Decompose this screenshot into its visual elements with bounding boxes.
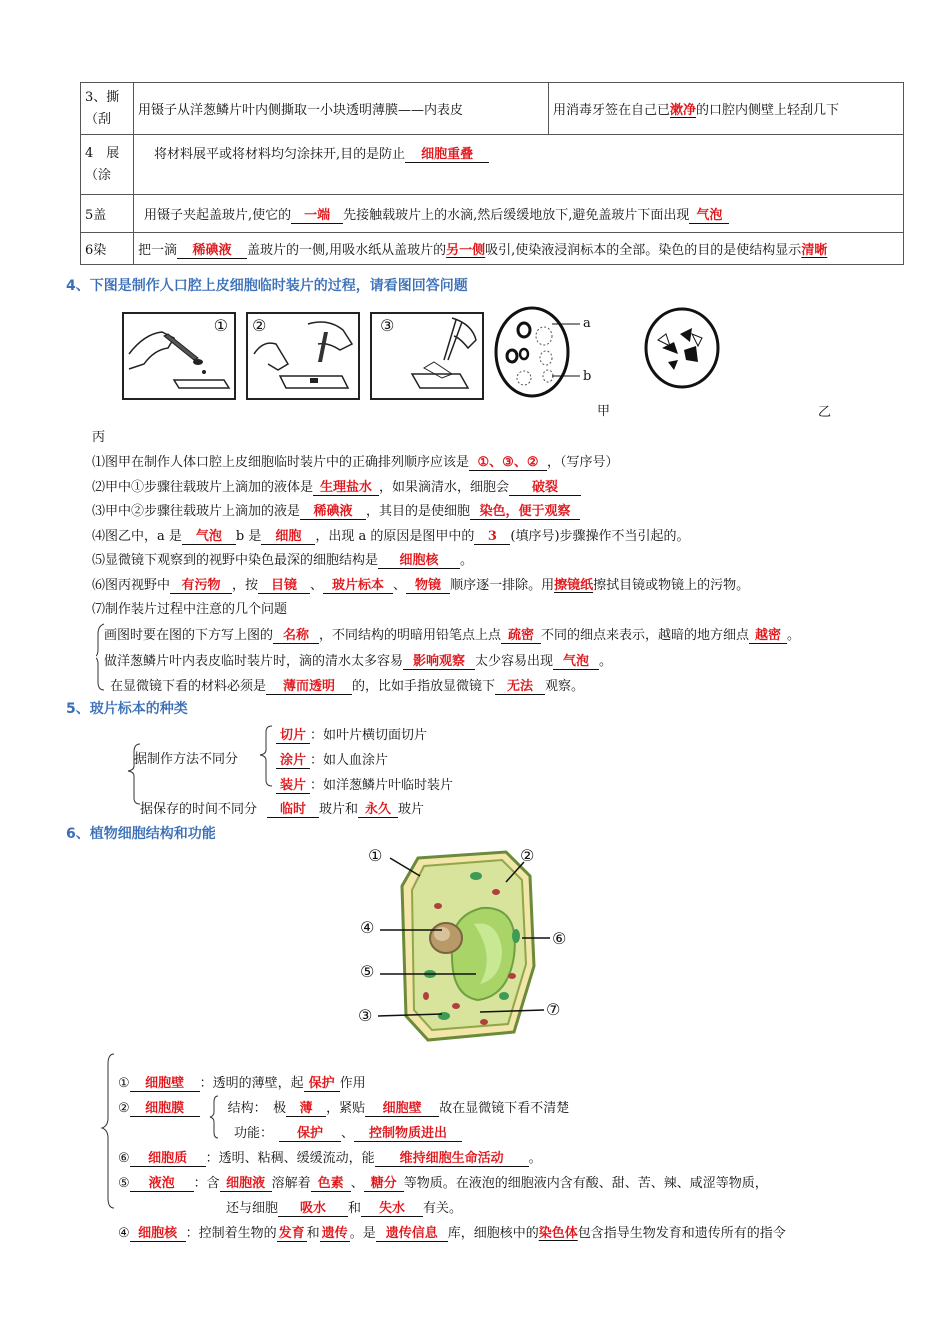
figure-caption-jia: 甲 (597, 404, 611, 419)
answer: 细胞重叠 (405, 147, 489, 163)
note-material: 在显微镜下看的材料必须是 薄而透明 的，比如手指放显微镜下 无法 观察。 (110, 679, 585, 694)
cell-label-5: ⑤ (360, 962, 375, 981)
vacuole-line-2: 还与细胞 吸水 和 失水 有关。 (226, 1201, 463, 1216)
answer: 目镜 (258, 578, 310, 594)
nucleus-line: ④ 细胞核 ：控制着生物的 发育 和 遗传 。是 遗传信息 库，细胞核中的染色体包含指导生物发育和遗传所有的指令 (118, 1226, 786, 1241)
table-row (81, 83, 904, 135)
step-cell: 5盖 (81, 195, 134, 233)
figure-step-1 (122, 312, 236, 400)
slide-type-item: 装片 ：如洋葱鳞片叶临时装片 (276, 774, 453, 794)
answer: 染色，便于观察 (470, 504, 580, 520)
label-b: b (583, 369, 592, 384)
question-6: ⑹图丙视野中 有污物 ，按 目镜 、 玻片标本 、 物镜 顺序逐一排除。用擦镜纸擦拭目镜或物镜上的污物。 (92, 578, 750, 593)
answer: 疏密 (501, 628, 541, 644)
answer: 维持细胞生命活动 (375, 1151, 529, 1167)
cell-text: 吸引,使染液浸润标本的全部。染色的目的是使结构显示 (485, 242, 802, 258)
answer: ①、③、② (469, 455, 547, 471)
chloroplast (470, 872, 482, 880)
answer: 3 (474, 529, 510, 545)
answer: 薄 (286, 1101, 326, 1117)
answer: 永久 (358, 802, 398, 818)
answer: 细胞质 (130, 1151, 206, 1167)
answer: 细胞膜 (130, 1101, 200, 1117)
cell-membrane-function: 功能： 保护 、 控制物质进出 (234, 1122, 462, 1142)
cytoplasm-line: ⑥ 细胞质 ：透明、粘稠、缓缓流动，能 维持细胞生命活动 。 (118, 1151, 542, 1166)
answer: 失水 (361, 1201, 423, 1217)
label-a: a (583, 316, 591, 331)
answer: 物镜 (406, 578, 450, 594)
mitochondrion (480, 1019, 488, 1025)
answer: 糖分 (364, 1176, 404, 1192)
cell-label-1: ① (368, 846, 383, 865)
cell-label-3: ③ (358, 1006, 373, 1025)
procedure-table (80, 82, 904, 265)
nucleolus (434, 927, 450, 941)
cell-text: 把一滴 (138, 242, 178, 258)
answer: 另一侧 (446, 242, 486, 258)
step-cell: 3、撕（刮 (81, 83, 134, 135)
table-cell (549, 83, 904, 135)
question-5: ⑸显微镜下观察到的视野中染色最深的细胞结构是 细胞核 。 (92, 553, 474, 568)
cell-wall-line: ① 细胞壁 ：透明的薄壁，起 保护 作用 (118, 1076, 366, 1091)
time-classification: 据保存的时间不同分 临时 玻片和 永久 玻片 (140, 802, 425, 817)
answer: 细胞核 (130, 1226, 186, 1242)
question-7: ⑺制作装片过程中注意的几个问题 (92, 602, 288, 617)
answer: 涂片 (276, 753, 310, 769)
table-row (81, 195, 904, 233)
answer: 薄而透明 (266, 679, 352, 695)
answer: 擦镜纸 (554, 578, 594, 593)
answer: 影响观察 (403, 654, 475, 670)
answer: 一端 (291, 208, 343, 224)
mitochondrion (508, 973, 516, 979)
answer: 发育 (278, 1226, 305, 1241)
answer: 控制物质进出 (354, 1126, 462, 1142)
answer: 漱净 (670, 103, 697, 118)
answer: 临时 (267, 802, 319, 818)
slide-type-item: 涂片 ：如人血涂片 (276, 749, 388, 769)
cell-text: 用镊子夹起盖玻片,使它的 (144, 207, 292, 223)
cell-label-4: ④ (360, 918, 375, 937)
figure-caption-bing: 丙 (92, 430, 106, 445)
answer: 玻片标本 (323, 578, 393, 594)
step-cell: 6染 (81, 233, 134, 265)
answer: 保护 (304, 1076, 340, 1092)
vacuole-line: ⑤ 液泡 ：含 细胞液 溶解着 色素 、 糖分 等物质。在液泡的细胞液内含有酸、甜、苦、辣、咸涩等物质， (118, 1176, 768, 1191)
answer: 气泡 (182, 529, 236, 545)
section-heading: 6、植物细胞结构和功能 (66, 826, 216, 842)
figure-caption-yi: 乙 (818, 405, 832, 420)
figure-number: ③ (380, 316, 395, 335)
answer: 稀碘液 (177, 243, 247, 259)
mitochondrion (434, 903, 442, 909)
answer: 细胞核 (378, 553, 460, 569)
answer: 越密 (749, 628, 787, 644)
slide-type-item: 切片 ：如叶片横切面切片 (276, 724, 427, 744)
answer: 切片 (276, 728, 310, 744)
chloroplast (438, 1012, 450, 1020)
cell-membrane-line: ② 细胞膜 结构： 极 薄 ，紧贴 细胞壁 故在显微镜下看不清楚 (118, 1101, 570, 1116)
step-cell: 4 展（涂 (81, 135, 134, 195)
table-cell (134, 83, 549, 135)
mitochondrion (423, 992, 429, 1000)
brace (100, 1052, 116, 1212)
mitochondrion (452, 1003, 460, 1009)
question-1: ⑴图甲在制作人体口腔上皮细胞临时装片中的正确排列顺序应该是 ①、③、② ，（写序号） (92, 455, 619, 470)
answer: 破裂 (509, 480, 581, 496)
note-drawing: 画图时要在图的下方写上图的 名称 ，不同结构的明暗用铅笔点上点 疏密 不同的细点来表示，越暗的地方细点 越密 。 (104, 628, 801, 643)
cell-label-7: ⑦ (546, 1000, 561, 1019)
answer: 液泡 (130, 1176, 194, 1192)
chloroplast (499, 992, 509, 1000)
answer: 吸水 (278, 1201, 348, 1217)
answer: 色素 (311, 1176, 351, 1192)
note-water: 做洋葱鳞片叶内表皮临时装片时，滴的清水太多容易 影响观察 太少容易出现 气泡 。 (104, 654, 613, 669)
chloroplast (512, 929, 520, 943)
answer: 遗传信息 (376, 1226, 448, 1242)
cell-label-6: ⑥ (552, 929, 567, 948)
answer: 无法 (495, 679, 545, 695)
figure-number: ② (252, 316, 267, 335)
question-2: ⑵甲中①步骤往载玻片上滴加的液体是 生理盐水 ，如果滴清水，细胞会 破裂 (92, 476, 581, 496)
answer: 稀碘液 (300, 504, 366, 520)
cell-text: 的口腔内侧壁上轻刮几下 (696, 103, 840, 118)
question-4: ⑷图乙中，a 是 气泡 b 是 细胞 ，出现 a 的原因是图甲中的 3 (填序号)步骤操作不当引起的。 (92, 529, 690, 544)
answer: 生理盐水 (313, 480, 379, 496)
cell-label-2: ② (520, 846, 535, 865)
cell-text: 盖玻片的一侧,用吸水纸从盖玻片的 (247, 242, 447, 258)
cell-text: 将材料展平或将材料均匀涂抹开,目的是防止 (154, 147, 406, 162)
answer: 有污物 (170, 578, 232, 594)
answer: 装片 (276, 778, 310, 794)
answer: 细胞液 (220, 1176, 272, 1192)
table-cell (134, 233, 904, 265)
cell-text: 用镊子从洋葱鳞片叶内侧撕取一小块透明薄膜——内表皮 (138, 103, 464, 118)
answer: 遗传 (321, 1226, 348, 1241)
figure-number: ① (213, 316, 228, 335)
mitochondrion (492, 889, 500, 895)
figure-step-2 (246, 312, 360, 400)
answer: 保护 (279, 1126, 341, 1142)
answer: 名称 (273, 628, 319, 644)
cell-text: 用消毒牙签在自己已 (553, 103, 671, 118)
section-heading: 4、下图是制作人口腔上皮细胞临时装片的过程，请看图回答问题 (66, 278, 468, 294)
figure-step-3 (370, 312, 484, 400)
microscope-view-with-debris (644, 306, 722, 390)
table-cell (134, 135, 904, 195)
answer: 气泡 (553, 654, 599, 670)
answer: 细胞壁 (365, 1101, 439, 1117)
table-row (81, 135, 904, 195)
plant-cell-diagram (356, 846, 576, 1046)
method-label: 据制作方法不同分 (134, 752, 239, 767)
table-cell (134, 195, 904, 233)
answer: 细胞壁 (130, 1076, 200, 1092)
answer: 气泡 (689, 208, 729, 224)
question-3: ⑶甲中②步骤往载玻片上滴加的液是 稀碘液 ，其目的是使细胞 染色，便于观察 (92, 500, 580, 520)
answer: 染色体 (538, 1226, 578, 1241)
answer: 清晰 (801, 242, 828, 258)
table-row (81, 233, 904, 265)
section-heading: 5、玻片标本的种类 (66, 701, 188, 717)
answer: 细胞 (261, 529, 315, 545)
cell-text: 先接触载玻片上的水滴,然后缓缓地放下,避免盖玻片下面出现 (343, 207, 690, 223)
